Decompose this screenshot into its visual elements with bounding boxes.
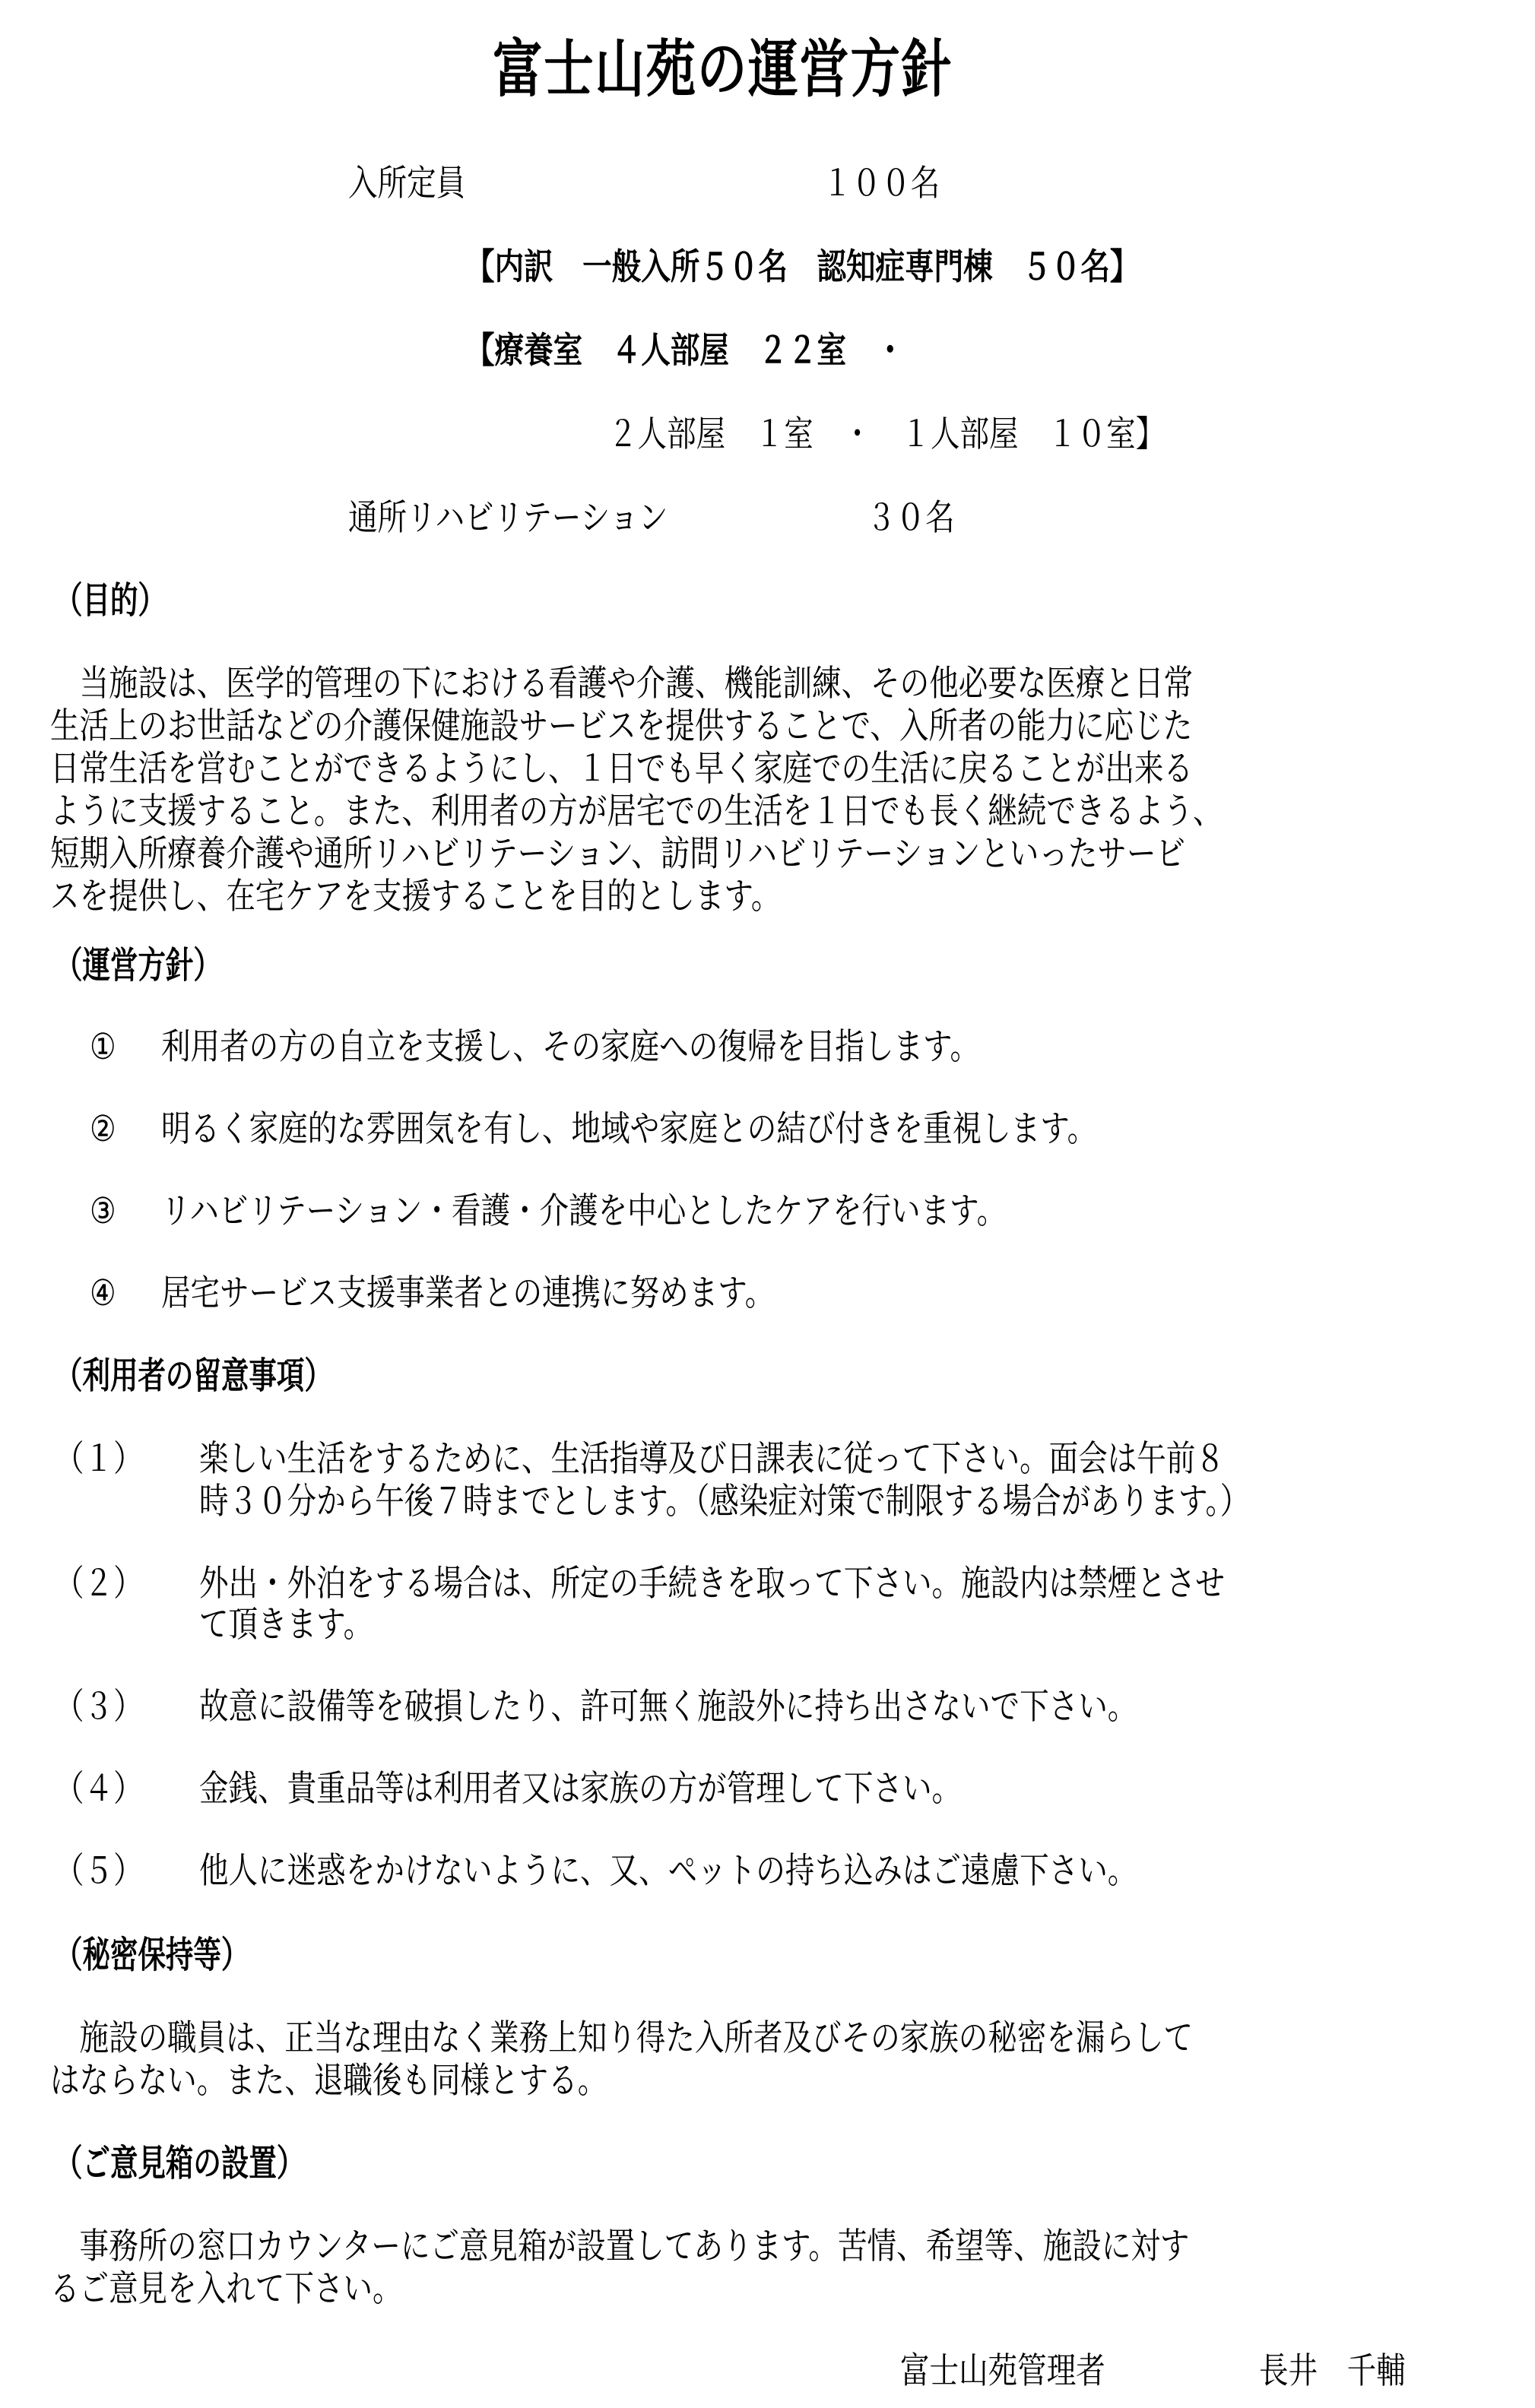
note-item-line: 時３０分から午後７時までとします。（感染症対策で制限する場合があります。） — [199, 1481, 1250, 1522]
note-item-marker: （３） — [55, 1686, 143, 1728]
rooms-line-2: ２人部屋 １室 ・ １人部屋 １０室】 — [608, 413, 1166, 455]
purpose-line: 日常生活を営むことができるようにし、１日でも早く家庭での生活に戻ることが出来る — [50, 748, 1194, 790]
section-heading-confidentiality: （秘密保持等） — [55, 1934, 249, 1976]
policy-item-marker: ③ — [90, 1190, 116, 1232]
note-item-marker: （１） — [55, 1438, 143, 1480]
purpose-line: ように支援すること。また、利用者の方が居宅での生活を１日でも長く継続できるよう、 — [50, 791, 1223, 832]
note-item-line: て頂きます。 — [199, 1604, 373, 1646]
daycare-value: ３０名 — [867, 497, 955, 539]
page-title: 富士山苑の運営方針 — [493, 33, 953, 106]
daycare-label: 通所リハビリテーション — [348, 497, 668, 539]
policy-item-text: 居宅サービス支援事業者との連携に努めます。 — [161, 1272, 775, 1314]
signature-name: 長井 千輔 — [1259, 2350, 1406, 2392]
purpose-line: 生活上のお世話などの介護保健施設サービスを提供することで、入所者の能力に応じた — [50, 705, 1193, 747]
note-item-line: 楽しい生活をするために、生活指導及び日課表に従って下さい。面会は午前８ — [199, 1438, 1225, 1480]
confidentiality-line: 施設の職員は、正当な理由なく業務上知り得た入所者及びその家族の秘密を漏らして — [50, 2017, 1194, 2059]
policy-item-text: 利用者の方の自立を支援し、その家庭への復帰を目指します。 — [161, 1026, 980, 1068]
purpose-line: スを提供し、在宅ケアを支援することを目的とします。 — [50, 876, 781, 917]
suggestion-box-line: 事務所の窓口カウンターにご意見箱が設置してあります。苦情、希望等、施設に対す — [50, 2226, 1190, 2267]
suggestion-box-line: るご意見を入れて下さい。 — [50, 2268, 402, 2310]
capacity-label: 入所定員 — [348, 163, 466, 204]
note-item-marker: （４） — [55, 1768, 143, 1810]
purpose-line: 当施設は、医学的管理の下における看護や介護、機能訓練、その他必要な医療と日常 — [50, 663, 1194, 705]
rooms-line-1: 【療養室 ４人部屋 ２２室 ・ — [465, 330, 905, 372]
section-heading-notes: （利用者の留意事項） — [55, 1354, 332, 1397]
section-heading-suggestion-box: （ご意見箱の設置） — [55, 2142, 305, 2185]
note-item-marker: （２） — [55, 1563, 143, 1605]
policy-item-marker: ① — [90, 1026, 116, 1068]
note-item-line: 外出・外泊をする場合は、所定の手続きを取って下さい。施設内は禁煙とさせ — [199, 1563, 1225, 1605]
capacity-breakdown: 【内訳 一般入所５０名 認知症専門棟 ５０名】 — [465, 246, 1140, 288]
purpose-line: 短期入所療養介護や通所リハビリテーション、訪問リハビリテーションといったサービ — [50, 833, 1186, 875]
capacity-value: １００名 — [823, 163, 940, 204]
note-item-line: 金銭、貴重品等は利用者又は家族の方が管理して下さい。 — [199, 1768, 962, 1810]
note-item-line: 故意に設備等を破損したり、許可無く施設外に持ち出さないで下さい。 — [199, 1686, 1137, 1728]
note-item-marker: （５） — [55, 1850, 143, 1892]
policy-item-marker: ② — [90, 1108, 116, 1150]
note-item-line: 他人に迷惑をかけないように、又、ペットの持ち込みはご遠慮下さい。 — [199, 1850, 1137, 1892]
section-heading-policy: （運営方針） — [55, 944, 221, 987]
policy-item-marker: ④ — [90, 1272, 116, 1314]
confidentiality-line: はならない。また、退職後も同様とする。 — [50, 2060, 607, 2102]
signature-role: 富士山苑管理者 — [900, 2350, 1105, 2392]
section-heading-purpose: （目的） — [55, 579, 166, 622]
policy-item-text: 明るく家庭的な雰囲気を有し、地域や家庭との結び付きを重視します。 — [161, 1108, 1097, 1150]
policy-item-text: リハビリテーション・看護・介護を中心としたケアを行います。 — [161, 1190, 1007, 1232]
